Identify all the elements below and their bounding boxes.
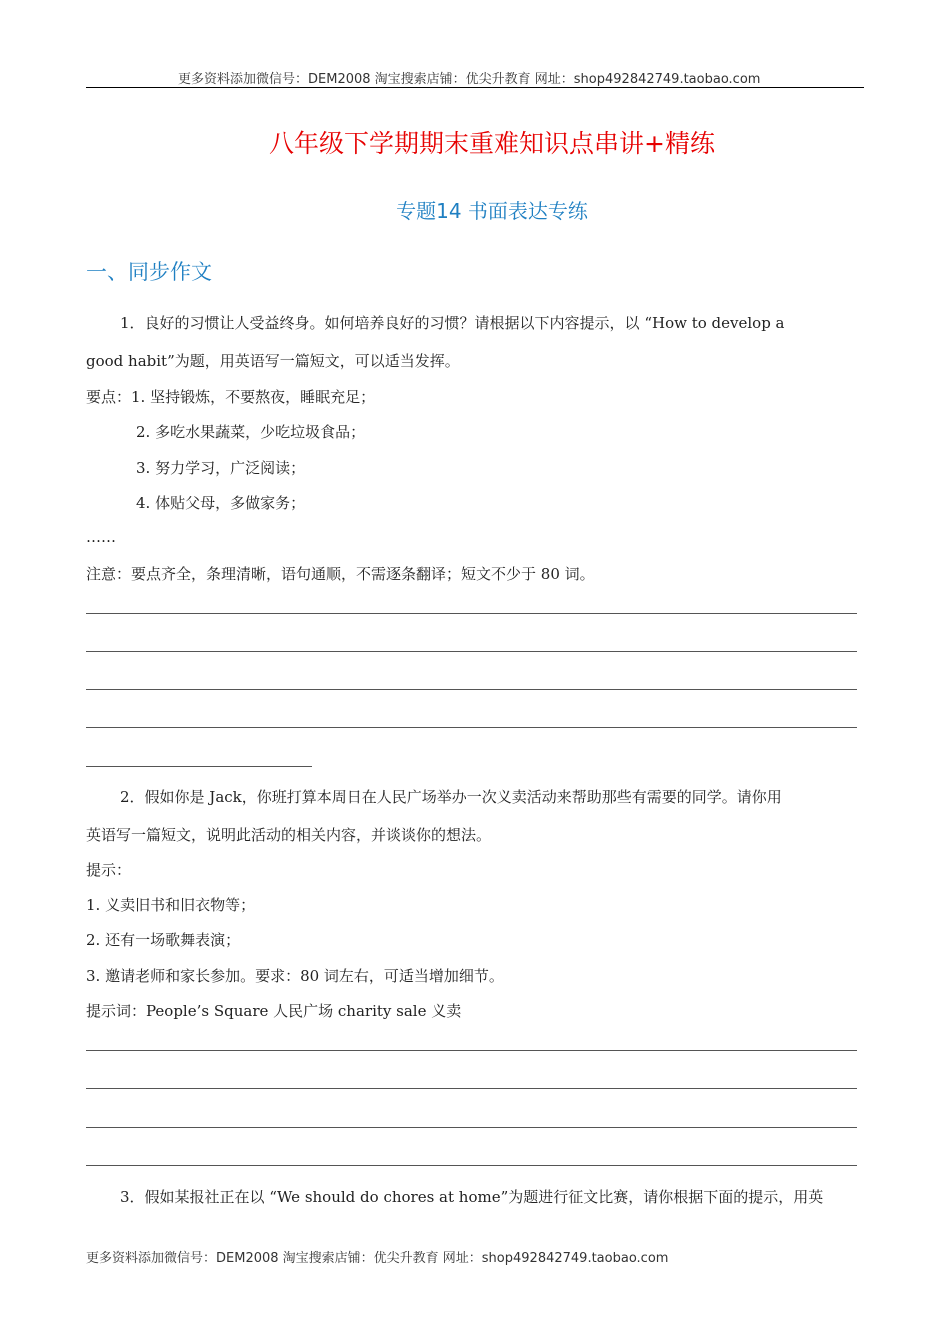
- answer-line: [86, 1088, 857, 1089]
- answer-line: [86, 689, 857, 690]
- document-title: 八年级下学期期末重难知识点串讲+精练: [269, 129, 715, 158]
- q2-hint-label: 提示：: [86, 861, 132, 879]
- q1-point-3: 3. 努力学习，广泛阅读；: [136, 459, 306, 477]
- answer-line: [86, 1050, 857, 1051]
- q1-ellipsis: ……: [86, 528, 116, 546]
- q1-point-4: 4. 体贴父母，多做家务；: [136, 494, 306, 512]
- q1-prompt-line1: 1．良好的习惯让人受益终身。如何培养良好的习惯？请根据以下内容提示，以 “How to develop a: [120, 314, 785, 332]
- q2-prompt-line1: 2．假如你是 Jack，你班打算本周日在人民广场举办一次义卖活动来帮助那些有需要的同学。请你用: [120, 788, 782, 806]
- answer-line: [86, 651, 857, 652]
- q2-hint-3: 3. 邀请老师和家长参加。要求：80 词左右，可适当增加细节。: [86, 967, 504, 985]
- q1-point-2: 2. 多吃水果蔬菜，少吃垃圾食品；: [136, 423, 366, 441]
- q1-prompt-line2: good habit”为题，用英语写一篇短文，可以适当发挥。: [86, 352, 460, 370]
- section-heading: 一、同步作文: [86, 260, 212, 284]
- q2-hint-2: 2. 还有一场歌舞表演；: [86, 931, 241, 949]
- document-subtitle: 专题14 书面表达专练: [396, 199, 588, 223]
- page-footer: 更多资料添加微信号：DEM2008 淘宝搜索店铺：优尖升教育 网址：shop492842749.taobao.com: [86, 1251, 669, 1266]
- answer-line: [86, 613, 857, 614]
- answer-line-short: [86, 766, 312, 767]
- q3-prompt-line1: 3．假如某报社正在以 “We should do chores at home”为题进行征文比赛，请你根据下面的提示，用英: [120, 1188, 824, 1206]
- q1-note: 注意：要点齐全，条理清晰，语句通顺，不需逐条翻译；短文不少于 80 词。: [86, 565, 595, 583]
- header-rule: [86, 87, 864, 88]
- q2-prompt-line2: 英语写一篇短文，说明此活动的相关内容，并谈谈你的想法。: [86, 826, 492, 844]
- page-header: 更多资料添加微信号：DEM2008 淘宝搜索店铺：优尖升教育 网址：shop492842749.taobao.com: [178, 72, 761, 87]
- answer-line: [86, 727, 857, 728]
- q1-points-label: 要点：1. 坚持锻炼，不要熬夜，睡眠充足；: [86, 388, 376, 406]
- q2-keywords: 提示词：People’s Square 人民广场 charity sale 义卖: [86, 1002, 462, 1020]
- answer-line: [86, 1127, 857, 1128]
- q2-hint-1: 1. 义卖旧书和旧衣物等；: [86, 896, 256, 914]
- answer-line: [86, 1165, 857, 1166]
